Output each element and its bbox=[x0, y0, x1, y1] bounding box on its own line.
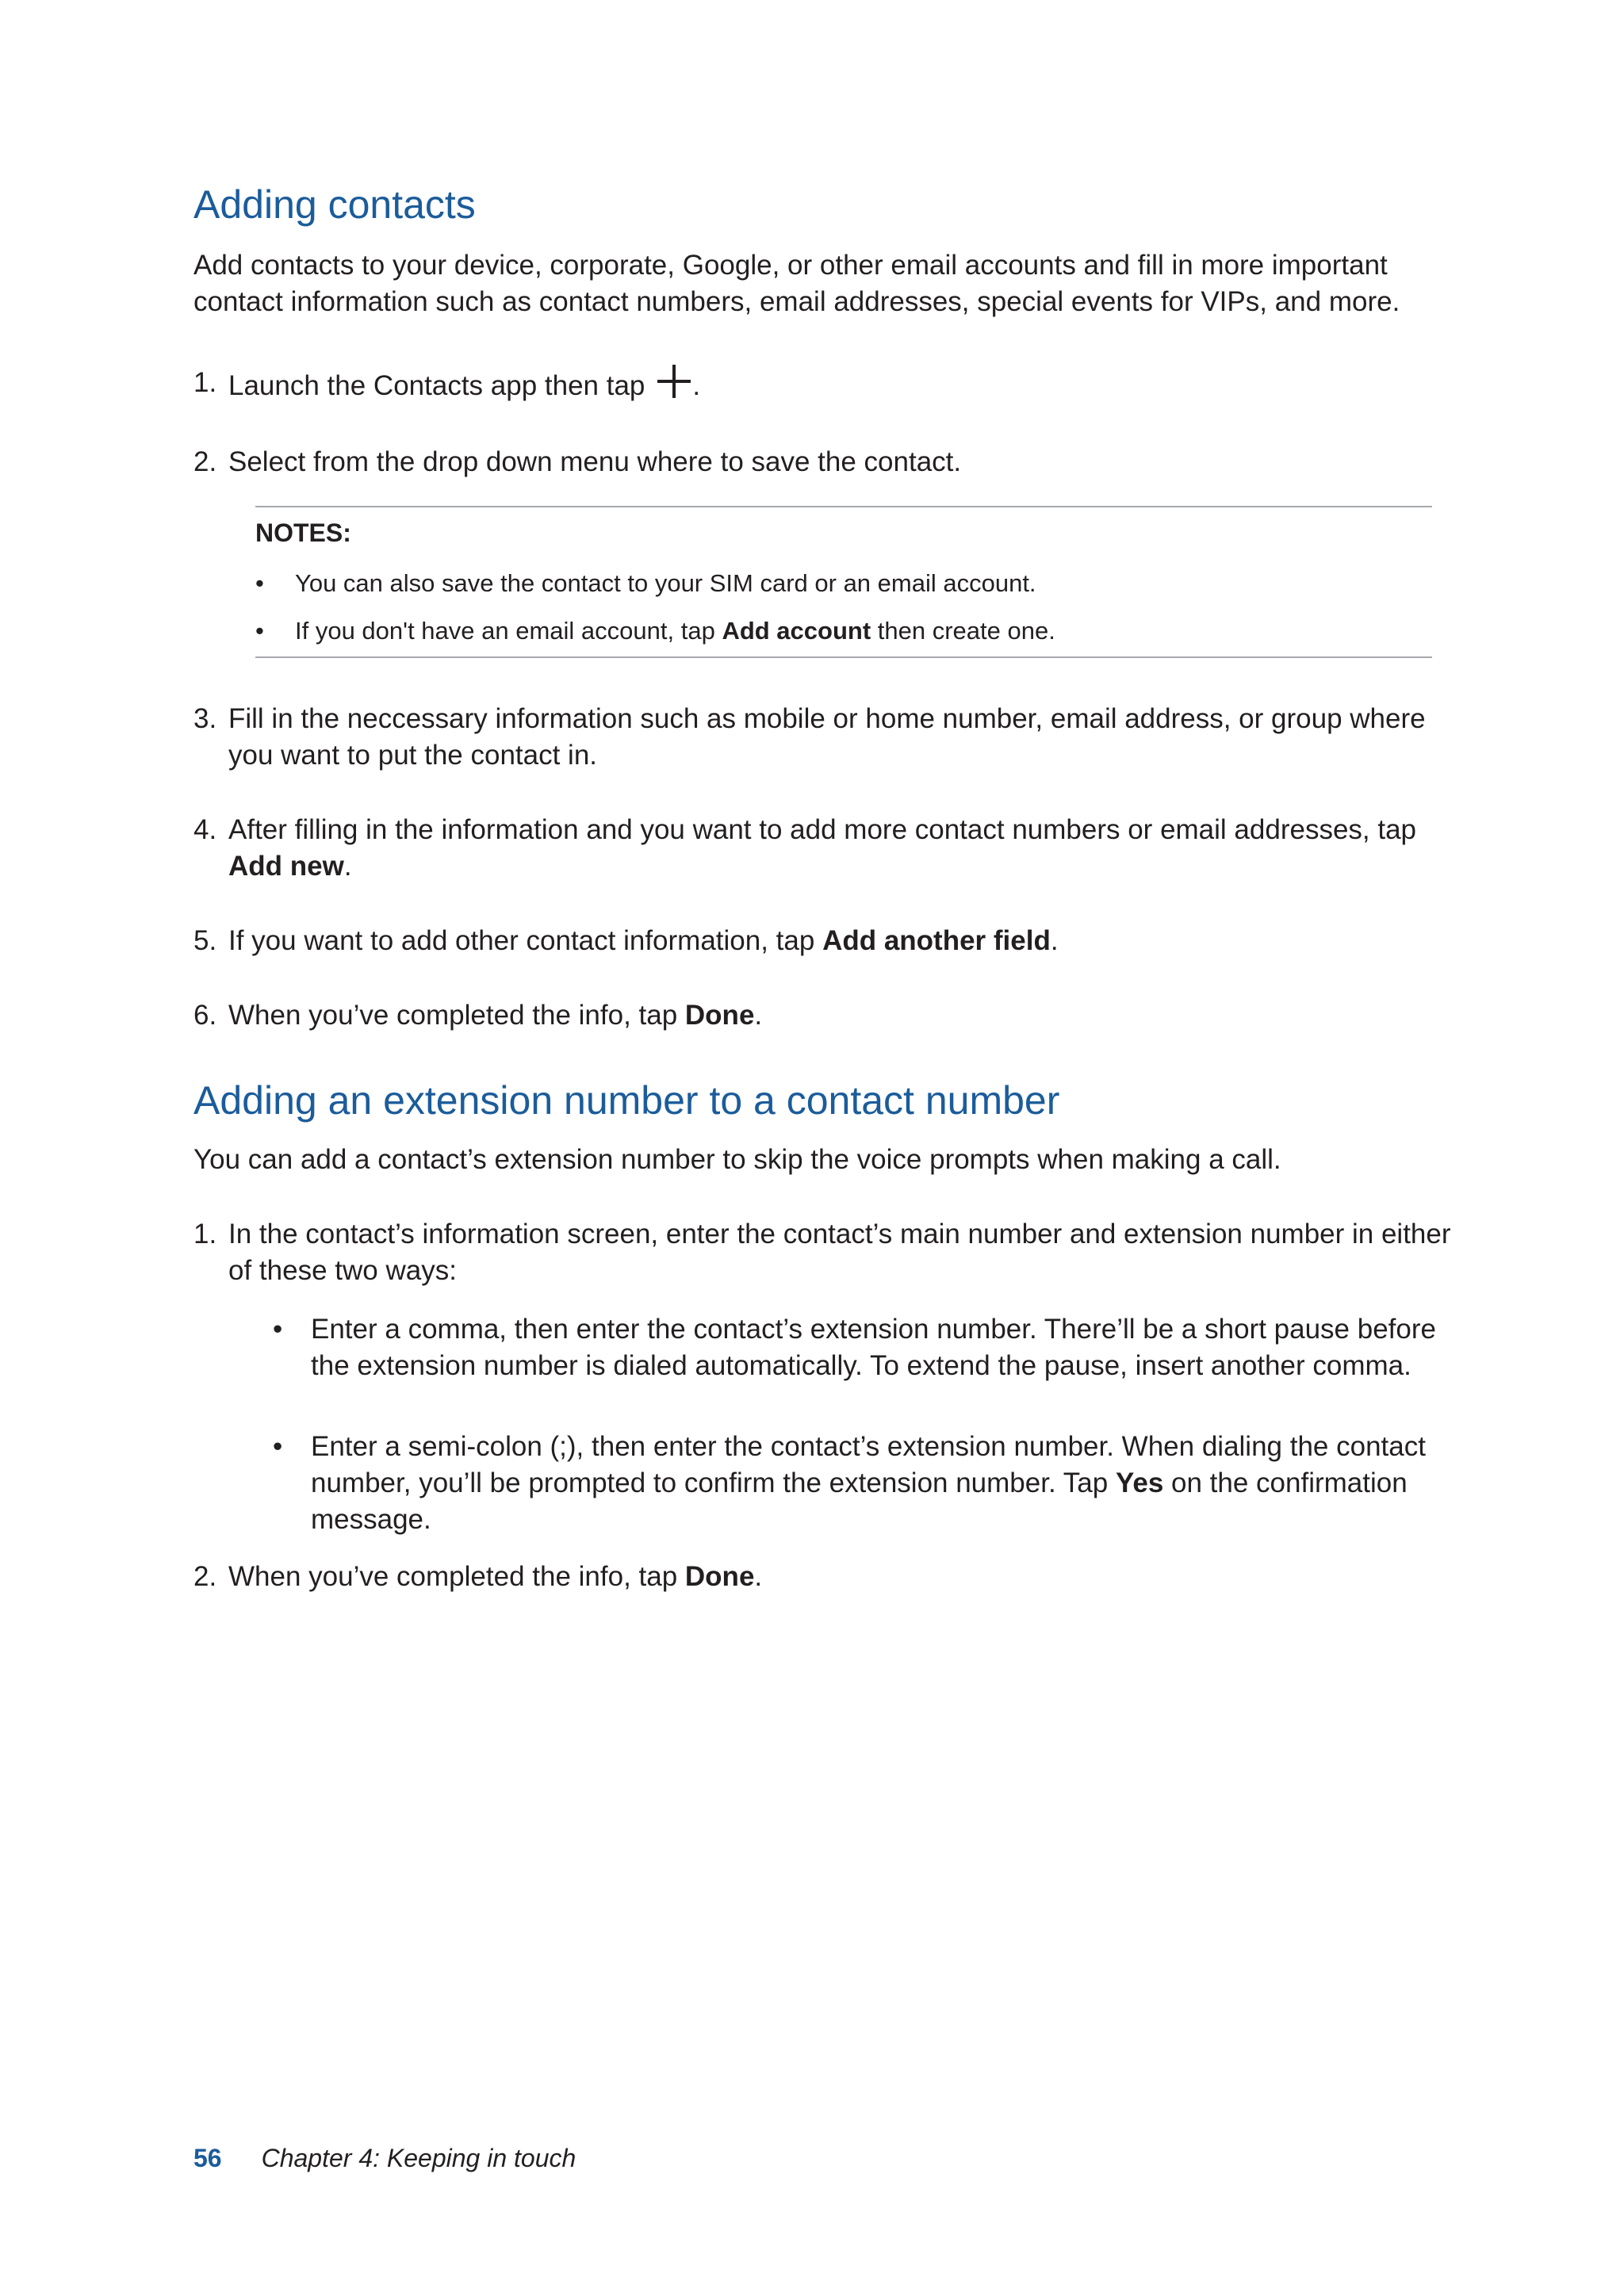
notes-title: NOTES: bbox=[255, 519, 351, 547]
sub-item bbox=[273, 1311, 1446, 1384]
note-text: You can also save the contact to your SIM card or an email account. bbox=[295, 569, 1036, 597]
note-text: If you don't have an email account, tap bbox=[295, 617, 722, 645]
add-another-field-label: Add another field bbox=[822, 925, 1051, 956]
step-text: Select from the drop down menu where to save the contact. bbox=[228, 446, 962, 477]
step-text: When you’ve completed the info, tap bbox=[228, 1000, 685, 1031]
done-label: Done bbox=[684, 1000, 755, 1031]
note-item: • If you don't have an email account, tap Add account then create one. bbox=[255, 615, 1055, 647]
sub-item-text: Enter a semi-colon (;), then enter the contact’s extension number. When dialing the contact number, you’ll be prompted to confirm the extension number. Tap bbox=[311, 1431, 1426, 1498]
chapter-title: Chapter 4: Keeping in touch bbox=[261, 2144, 576, 2172]
step-2: 2. When you’ve completed the info, tap Done. bbox=[193, 1559, 1462, 1595]
step-number: 6. bbox=[193, 1000, 217, 1031]
step-text: When you’ve completed the info, tap bbox=[228, 1561, 685, 1592]
bullet: • bbox=[273, 1431, 283, 1462]
add-account-label: Add account bbox=[722, 617, 871, 645]
step-text: If you want to add other contact information, tap bbox=[228, 925, 823, 956]
step-number: 3. bbox=[193, 703, 217, 734]
section-intro: You can add a contact’s extension number to skip the voice prompts when making a call. bbox=[193, 1144, 1281, 1175]
step-text: After filling in the information and you want to add more contact numbers or email addresses, tap bbox=[228, 814, 1417, 845]
step-number: 1. bbox=[193, 367, 217, 398]
step-period: . bbox=[692, 370, 701, 401]
sub-item-text: Enter a comma, then enter the contact’s extension number. There’ll be a short pause before the extension number is dialed automatically. To extend the pause, insert another comma. bbox=[311, 1314, 1436, 1381]
bullet: • bbox=[255, 569, 264, 597]
section-title-extension-number: Adding an extension number to a contact number bbox=[193, 1078, 1060, 1123]
step-text: Launch the Contacts app then tap bbox=[228, 370, 645, 401]
sub-item: • Enter a semi-colon (;), then enter the contact’s extension number. When dialing the contact number, you’ll be prompted to confirm the extension number. Tap Yes on the confirmation message. bbox=[273, 1429, 1446, 1538]
step-1 bbox=[193, 1216, 1462, 1289]
section-title-adding-contacts: Adding contacts bbox=[193, 182, 476, 227]
add-new-label: Add new bbox=[228, 851, 344, 882]
page-footer bbox=[193, 2144, 576, 2173]
note-item bbox=[255, 568, 1036, 599]
step-number: 2. bbox=[193, 446, 217, 477]
step-5: 5. If you want to add other contact information, tap Add another field. bbox=[193, 923, 1462, 959]
step-number: 2. bbox=[193, 1561, 217, 1592]
bullet: • bbox=[255, 617, 264, 645]
step-text: In the contact’s information screen, enter the contact’s main number and extension number in either of these two ways: bbox=[228, 1219, 1451, 1286]
yes-label: Yes bbox=[1115, 1468, 1164, 1498]
step-4: 4. After filling in the information and you want to add more contact numbers or email addresses, tap Add new. bbox=[193, 812, 1462, 885]
plus-icon bbox=[657, 365, 691, 398]
page-number: 56 bbox=[193, 2144, 222, 2172]
bullet: • bbox=[273, 1314, 283, 1345]
step-3 bbox=[193, 701, 1462, 774]
step-number: 5. bbox=[193, 925, 217, 956]
step-text: Fill in the neccessary information such as mobile or home number, email address, or group where you want to put the contact in. bbox=[228, 703, 1426, 771]
step-2 bbox=[193, 444, 1462, 480]
section-intro: Add contacts to your device, corporate, Google, or other email accounts and fill in more important contact information such as contact numbers, email addresses, special events for VIPs, and more. bbox=[193, 250, 1400, 317]
step-6: 6. When you’ve completed the info, tap Done. bbox=[193, 997, 1462, 1034]
step-number: 4. bbox=[193, 814, 217, 845]
step-number: 1. bbox=[193, 1219, 217, 1249]
done-label: Done bbox=[684, 1561, 755, 1592]
step-1 bbox=[193, 365, 1462, 404]
notes-box bbox=[255, 506, 1432, 658]
